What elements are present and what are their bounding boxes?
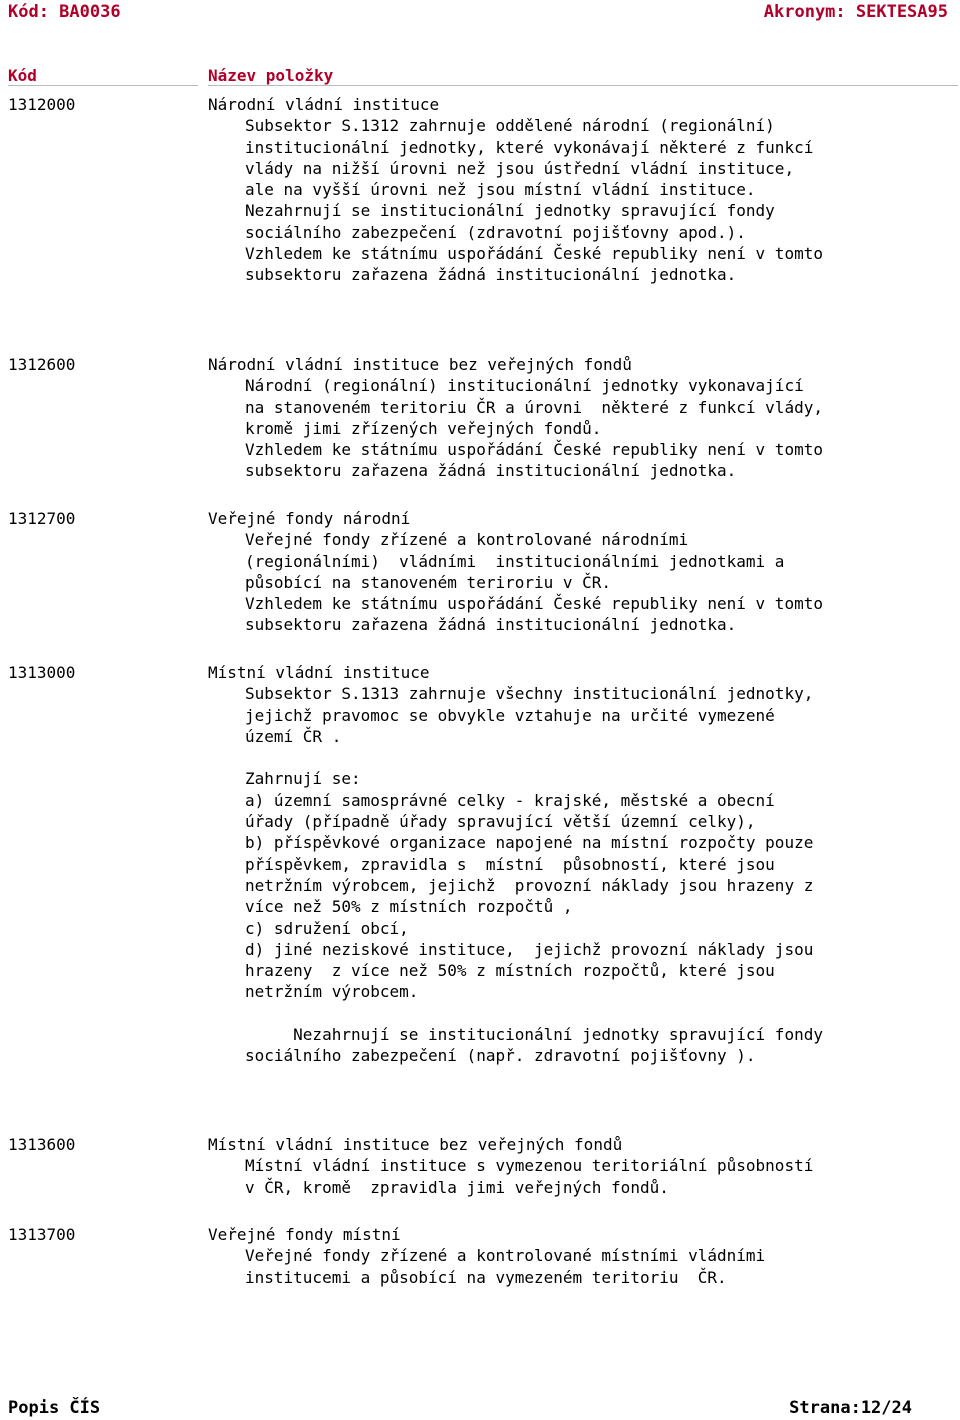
- entry-title: Národní vládní instituce: [208, 95, 440, 114]
- document-code: Kód: BA0036: [8, 2, 121, 22]
- entry-description: Veřejné fondy zřízené a kontrolované místními vládními institucemi a působící na vymezeném teritoriu ČR.: [245, 1246, 766, 1287]
- entry-title: Veřejné fondy místní: [208, 1225, 401, 1244]
- entry-title: Veřejné fondy národní: [208, 509, 411, 528]
- entry-description: Subsektor S.1313 zahrnuje všechny institucionální jednotky, jejichž pravomoc se obvykle vztahuje na určité vymezené území ČR . Zahrnují se: a) územní samosprávné celky - krajské, městské a obecní úřady (případně úřady spravující větší územní celky), b) příspěvkové organizace napojené na místní rozpočty pouze příspěvkem, zpravidla s místní působností, které jsou netržním výrobcem, jejichž provozní náklady jsou hrazeny z více než 50% z místních rozpočtů , c) sdružení obcí, d) jiné neziskové instituce, jejichž provozní náklady jsou hrazeny z více než 50% z místních rozpočtů, které jsou netržním výrobcem. Nezahrnují se institucionální jednotky spravující fondy sociálního zabezpečení (např. zdravotní pojišťovny ).: [245, 684, 823, 1066]
- page-footer: [8, 1398, 912, 1420]
- column-header-code: Kód: [8, 66, 37, 85]
- column-divider-name: [208, 85, 958, 86]
- entry-code: 1313700: [8, 1225, 76, 1244]
- entry-title: Místní vládní instituce: [208, 663, 430, 682]
- page-header: [8, 2, 948, 24]
- entry-title: Místní vládní instituce bez veřejných fondů: [208, 1135, 623, 1154]
- entry-code: 1312600: [8, 355, 76, 374]
- entry-title: Národní vládní instituce bez veřejných fondů: [208, 355, 632, 374]
- document-acronym: Akronym: SEKTESA95: [763, 2, 948, 22]
- entry-code: 1313600: [8, 1135, 76, 1154]
- entry-description: Místní vládní instituce s vymezenou teritoriální působností v ČR, kromě zpravidla jimi veřejných fondů.: [245, 1156, 814, 1197]
- footer-title: Popis ČÍS: [8, 1398, 101, 1418]
- entry-description: Národní (regionální) institucionální jednotky vykonavající na stanoveném teritoriu ČR a úrovni některé z funkcí vlády, kromě jimi zřízených veřejných fondů. Vzhledem ke státnímu uspořádání České republiky není v tomto subsektoru zařazena žádná institucionální jednotka.: [245, 376, 823, 481]
- entry-description: Subsektor S.1312 zahrnuje oddělené národní (regionální) institucionální jednotky, které vykonávají některé z funkcí vlády na nižší úrovni než jsou ústřední vládní instituce, ale na vyšší úrovni než jsou místní vládní instituce. Nezahrnují se institucionální jednotky spravující fondy sociálního zabezpečení (zdravotní pojišťovny apod.). Vzhledem ke státnímu uspořádání České republiky není v tomto subsektoru zařazena žádná institucionální jednotka.: [245, 116, 823, 285]
- column-divider-code: [8, 85, 198, 86]
- page-number: Strana:12/24: [789, 1398, 912, 1418]
- entry-code: 1313000: [8, 663, 76, 682]
- entry-code: 1312700: [8, 509, 76, 528]
- entry-code: 1312000: [8, 95, 76, 114]
- column-header-name: Název položky: [208, 66, 334, 85]
- entry-description: Veřejné fondy zřízené a kontrolované národními (regionálními) vládními institucionálními jednotkami a působící na stanoveném teriroriu v ČR. Vzhledem ke státnímu uspořádání České republiky není v tomto subsektoru zařazena žádná institucionální jednotka.: [245, 530, 823, 635]
